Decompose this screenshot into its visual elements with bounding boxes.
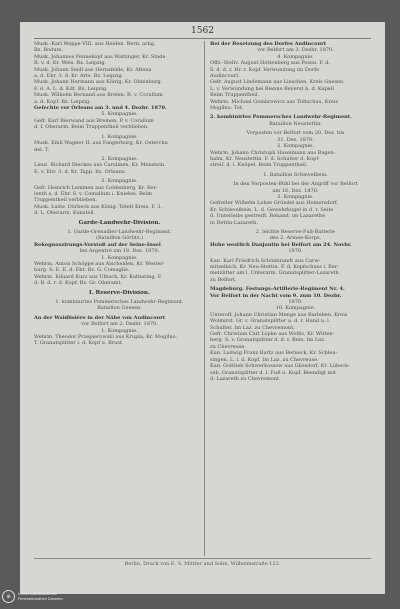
text-line: Beim Truppentheil.	[210, 92, 260, 99]
text-line: 10. Kompagnie.	[275, 305, 316, 312]
text-line: d. B. d. r. d. Kopf. Bz. Gr. Oberamt.	[34, 280, 123, 287]
text-line: vor Belfort am 3. Dezbr. 1870.	[257, 47, 334, 54]
text-line: 1. Kompagnie.	[101, 327, 138, 334]
column-divider	[204, 41, 205, 556]
text-line: Wolmirst. Gr. v. Granatsplitter a. d. r. Hand u. l.	[210, 318, 331, 325]
text-line: vor Belfort am 2. Dezbr. 1870.	[81, 321, 158, 328]
text-line: Vorposten vor Belfort vom 20. Dez. bis	[246, 130, 345, 137]
text-line: Wehrm. Theodor Przepierowski aus Krupla, Kr. Mogilno.	[34, 334, 178, 341]
text-line: Bataillon Gnesen.	[97, 305, 142, 312]
text-line: Bz. Bodum.	[34, 47, 63, 54]
library-seal-icon: ⊕	[2, 590, 15, 603]
text-line: a. d. Kopf. Bz. Leipzig.	[34, 98, 91, 105]
text-line: 4. Kompagnie.	[277, 53, 314, 60]
text-line: metzlitter am l. Unterarm. Granatsplitter-Lazareth	[210, 270, 339, 277]
text-line: Audincourt.	[210, 73, 240, 80]
text-line: Schulter. Im Laz. zu Chevremont.	[210, 324, 295, 331]
text-line: Wehrm. Eduard Kurz aus Ulbach, Kr. Katharing. F.	[34, 273, 163, 280]
text-line: Magdeburg. Festungs-Artillerie-Regiment Nr. 4.	[210, 286, 345, 293]
text-line: R. v. d. Kr. Wels. Bz. Leipzig.	[34, 60, 107, 67]
text-line: am 16. Dez. 1870.	[272, 187, 319, 194]
footer-rule	[34, 558, 371, 559]
text-line: Gefr. Karl Bierwand aus Bremen, P. v. Corallum	[34, 117, 154, 124]
text-line: streif. d. l. Knöpel. Beim Truppentheil.	[210, 162, 308, 169]
text-line: mitzelbich, Kr. Neu-Stettin. F. d. Kopfschuss i. Ber-	[210, 264, 339, 270]
text-line: Gefreiter Wilhelm Lohse Gründel aus Heinersdorf,	[210, 200, 339, 207]
page-number: 1562	[191, 26, 214, 36]
left-column	[34, 41, 205, 347]
text-line: des 2. Armee-Korps.	[269, 235, 322, 242]
text-line: Gefr. Christian Carl Löpke aus Wolfis, Kr. Witten-	[210, 331, 335, 338]
text-line: Kan. Ludwig Franz Bartz aus Berneck, Kr. Schleu-	[210, 350, 338, 357]
text-line: d. Lazareth zu Chevremont.	[210, 375, 281, 382]
text-line: Rekognoszirungs-Vorstoß auf der Seine-Insel	[34, 241, 161, 248]
text-line: d. Unterleibs gestreift. Behand. im Lazarethe	[210, 213, 326, 220]
text-line: a. d. Ebr. 3. d. Kr. Arts. Bz. Leipzig.	[34, 73, 124, 80]
text-line: 31. Dez. 1870.	[277, 136, 314, 143]
text-line: E. v. Ebr. 3. d. Kr. Tapp. Bz. Orleans.	[34, 168, 127, 175]
text-line: Musk. Johannes Pennekopf aus Wattinger, Kr. Stade	[34, 53, 166, 60]
text-line: berg. S. v. Granatsplitter d. d. r. Bein. Im Laz.	[210, 337, 326, 344]
text-line: T. Granatsplitter i. d. Kopf u. Brust.	[34, 340, 124, 347]
text-line: (Bataillon Görlitz.)	[96, 235, 143, 242]
text-line: 2. leichte Reserve-Fuß-Batterie	[255, 228, 336, 235]
text-line: Wehrm. Michael Gombrowicz aus Tidtschau, Kreis	[210, 98, 339, 105]
text-line: 3. Kompagnie.	[101, 178, 138, 185]
text-line: 1. Kompagnie.	[101, 133, 138, 140]
library-stamp-line: Universitätsbibliothek	[18, 592, 58, 597]
text-line: An der Waldlisière in der Nähe von Audincourt	[34, 314, 166, 321]
text-line: Vor Belfort in der Nacht vom 9. zum 10. Dezbr.	[210, 292, 342, 299]
text-line: F. d. A. L. d. Kdt. Bz. Leipzig.	[34, 85, 108, 92]
text-line: zu Belfort.	[210, 276, 237, 283]
text-line: Musk. Wilhelm Bernand aus Brelen. R. v. Corallum	[34, 92, 163, 99]
library-stamp-text	[18, 592, 63, 601]
text-line: burg. S. E. E. d. Ebr. Bz. G. Comaglie.	[34, 267, 130, 274]
text-line: Musk. Ludw. Dörbeck aus König. Tetelt Kreis. F. 3.	[34, 203, 163, 210]
text-line: 1. Bataillon Schievelbein.	[263, 171, 328, 178]
text-line: Bei der Besetzung des Dorfes Audincourt	[210, 41, 327, 47]
printer-imprint: Berlin, Druck von E. S. Mittler und Sohn, Wilhelmstraße 122.	[124, 561, 281, 567]
text-line: Gefr. Heinrich Lemmen aus Coldenberg, Kr. Ber-	[34, 184, 158, 191]
text-line: 5. Kompagnie.	[101, 111, 138, 118]
text-line: Wehrm. Anton Schöppe aus Alscheiden, Kr. Wester-	[34, 261, 165, 267]
text-line: Lieut. Richard Dieckes aus Carolinen, Kr. Menstein.	[34, 162, 166, 169]
text-line: Hohe westlich Danjoutin bei Belfort am 24. Novbr.	[210, 241, 352, 248]
text-line: Bataillon Neustettin.	[269, 120, 322, 127]
text-line: L. v. Verwundung bei Bienne Beyerst b. d. Kapell	[210, 85, 334, 92]
text-line: 1870.	[288, 299, 303, 306]
text-line: Wehrm. Johann Christoph Haselmann aus Bagen-	[210, 149, 336, 156]
library-stamp	[2, 590, 63, 603]
text-line: Truppentheil verblieben.	[34, 197, 98, 204]
text-line: singen. L. i. d. Kopf. Im Laz. zu Chevreuse.	[210, 356, 319, 363]
library-stamp-line: Ferienbibliothek Dresden	[18, 596, 63, 601]
text-line: Mogilno. Tot.	[210, 105, 244, 112]
text-line: I. Reserve-Division.	[89, 289, 150, 296]
text-line: Kr. Schievelbein. L. d. Gewehrkugel in d. r. Seite	[210, 206, 334, 213]
text-line: Unteroff. Johann Christian Menge aus Barleben, Kreis	[210, 311, 348, 318]
text-line: 1. Garde-Grenadier-Landwehr-Regiment.	[67, 228, 172, 235]
text-line: lenth s. d. Ebr. S. v. Comallum i. Kniebei. Beim	[34, 190, 152, 197]
right-column	[210, 41, 381, 382]
text-line: Musk.-Karl Weppe VIII. aus Heiden. Bern. arbg.	[34, 41, 156, 47]
text-line: Gefechte vor Orleans am 3. und 4. Dezbr. 1870.	[34, 105, 167, 112]
text-line: hahn, Kr. Neustettin. F. d. Schulter d. Kopf-	[210, 155, 320, 162]
text-line: Kan. Karl Friedrich Schönbrandt aus Carw-	[210, 257, 321, 264]
text-line: del. T.	[34, 146, 50, 153]
text-line: Offz.-Stellv. August Hottenberg aus Posen. F. d.	[210, 60, 331, 67]
text-line: Musk. Emil Wagner II. aus Fangerburg, Kr. Ostercha	[34, 140, 168, 147]
text-line: Garde-Landwehr-Division.	[78, 219, 161, 226]
text-line: 2. Kompagnie.	[101, 155, 138, 162]
text-line: Kan. Gottlieb Schwerkossow aus Gliesdorf, Kr. Lübeck-	[210, 363, 350, 370]
text-line: 1. Kompagnie.	[101, 254, 138, 261]
text-line: in Dettin-Lazareth.	[210, 219, 258, 226]
text-line: d. L. Oberarm. Kunstell.	[34, 210, 96, 217]
header-rule	[34, 38, 371, 39]
text-line: 1. kombinirtes Pommersches Landwehr-Regiment.	[55, 299, 184, 306]
text-line: d. f. Oberarm. Beim Truppentheil verblieben.	[34, 124, 149, 131]
text-line: zu Chevreuse.	[210, 343, 246, 350]
text-line: 2. Kompagnie.	[277, 143, 314, 150]
text-line: 3. Kompagnie.	[277, 193, 314, 200]
text-line: 2. kombinirtes Pommersches Landwehr-Regiment.	[210, 114, 352, 121]
text-line: Musk. Johann Hermann aus Kölrig, Kr. Oldenburg,	[34, 79, 163, 86]
text-line: seb. Granatsplitter d. l. Fuß u. Kopf. Beendigt mit	[210, 369, 337, 376]
text-line: 1870.	[288, 248, 303, 255]
text-line: S. d. d. r. Hr. r. Kopf. Verwundung im Dorfe	[210, 66, 320, 73]
text-line: Gefr. August Lindemann aus Lieschen, Kreis Gnesen.	[210, 79, 345, 86]
text-line: Musk. Johann Seidl aus Hernsfelde, Kr. Altena	[34, 66, 152, 73]
text-line: bei Argentré am 18. Dez. 1870.	[79, 248, 160, 255]
text-line: In den Vorposten-Bühl bei der Angriff vor Belfort	[233, 181, 358, 188]
